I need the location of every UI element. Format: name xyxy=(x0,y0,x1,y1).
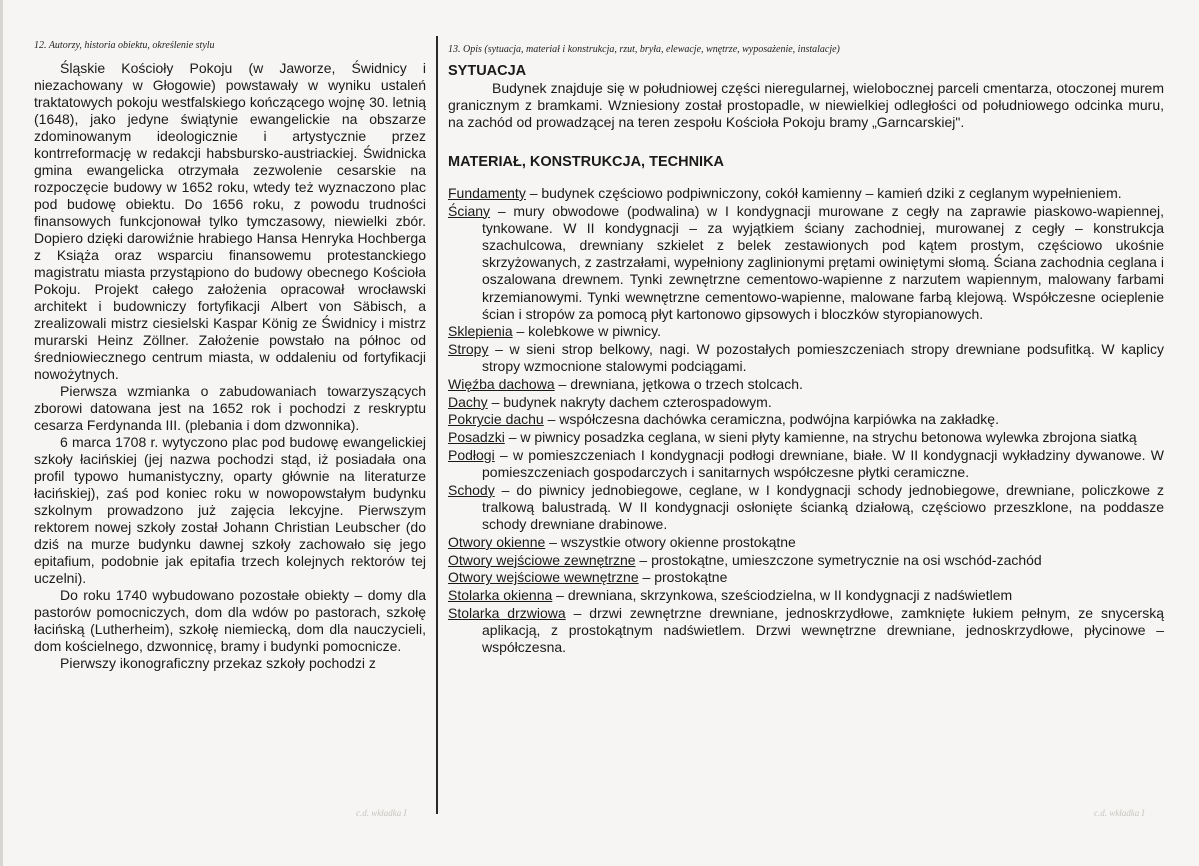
entry-text: – budynek nakryty dachem czterospadowym. xyxy=(487,393,772,410)
section-13-header: 13. Opis (sytuacja, materiał i konstrukcja, rzut, bryła, elewacje, wnętrze, wyposażenie, instalacje) xyxy=(448,44,840,55)
left-footer-note: c.d. wkładka I xyxy=(356,808,407,818)
entry-term: Otwory wejściowe wewnętrzne xyxy=(448,569,639,586)
entry-podlogi xyxy=(448,447,1164,481)
entry-stolarka-drzwiowa xyxy=(448,605,1164,657)
entry-posadzki xyxy=(448,429,1164,446)
entry-term: Stolarka drzwiowa xyxy=(448,604,566,621)
entry-term: Schody xyxy=(448,481,495,498)
entry-text: – prostokątne xyxy=(638,569,728,586)
entry-term: Dachy xyxy=(448,393,488,410)
section-12-header: 12. Autorzy, historia obiektu, określenie stylu xyxy=(34,40,215,51)
entry-term: Otwory wejściowe zewnętrzne xyxy=(448,551,636,568)
entry-stropy xyxy=(448,341,1164,375)
history-paragraph-4: Do roku 1740 wybudowano pozostałe obiekty – domy dla pastorów pomocniczych, dom dla wdów po pastorach, szkołę łacińską (Lutherheim), szkołę niemiecką, dom dla nauczycieli, dom kościelnego, dzwonnicę, bramy i budynki pomocnicze. xyxy=(34,587,426,654)
entry-schody xyxy=(448,482,1164,534)
entry-term: Posadzki xyxy=(448,429,505,446)
entry-text: – współczesna dachówka ceramiczna, podwójna karpiówka na zakładkę. xyxy=(543,411,999,428)
material-heading: MATERIAŁ, KONSTRUKCJA, TECHNIKA xyxy=(448,153,725,170)
entry-text: – w piwnicy posadzka ceglana, w sieni płyty kamienne, na strychu betonowa wylewka zbrojona siatką xyxy=(504,429,1137,446)
entry-term: Stolarka okienna xyxy=(448,586,553,603)
entry-term: Pokrycie dachu xyxy=(448,411,544,428)
entry-term: Sklepienia xyxy=(448,323,513,340)
column-divider xyxy=(436,36,438,814)
entry-text: – drewniana, skrzynkowa, sześciodzielna, w II kondygnacji z nadświetlem xyxy=(552,586,1013,603)
entry-otwory-wejsciowe-zewnetrzne xyxy=(448,552,1164,569)
entry-stolarka-okienna xyxy=(448,587,1164,604)
entry-sklepienia xyxy=(448,323,1164,340)
entry-term: Podłogi xyxy=(448,446,495,463)
history-paragraph-2: Pierwsza wzmianka o zabudowaniach towarzyszących zborowi datowana jest na 1652 rok i pochodzi z reskryptu cesarza Ferdynanda III. (plebania i dom dzwonnika). xyxy=(34,383,426,433)
history-paragraph-3: 6 marca 1708 r. wytyczono plac pod budowę ewangelickiej szkoły łacińskiej (jej nazwa pochodzi stąd, iż posiadała ona profil typowo humanistyczny, oparty głównie na literaturze łacińskiej), zaś pod koniec roku w nowopowstałym budynku szkolnym prowadzono już zajęcia lekcyjne. Pierwszym rektorem nowej szkoły został Johann Christian Leubscher (do dziś na murze budynku dawnej szkoły zachowało się jego epitafium, podobnie jak epitafia trzech kolejnych rektorów tej uczelni). xyxy=(34,434,426,586)
entry-otwory-okienne xyxy=(448,534,1164,551)
entry-pokrycie-dachu xyxy=(448,411,1164,428)
entry-term: Ściany xyxy=(448,202,491,219)
situation-heading: SYTUACJA xyxy=(448,63,527,79)
left-column xyxy=(34,40,426,672)
scan-edge xyxy=(0,0,3,866)
entry-text: – wszystkie otwory okienne prostokątne xyxy=(545,533,796,550)
entry-text: – w sieni strop belkowy, nagi. W pozostałych pomieszczeniach stropy drewniane podsufitką. W kaplicy stropy wzmocnione stalowymi podciągami. xyxy=(482,341,1164,375)
situation-text: Budynek znajduje się w południowej części nieregularnej, wielobocznej parceli cmentarza, otoczonej murem granicznym z bramkami. Wzniesiony został prostopadle, w niewielkiej odległości od południowego odcinka muru, na zachód od prowadzącej na teren zespołu Kościoła Pokoju bramy „Garncarskiej". xyxy=(448,80,1164,131)
entry-wiezba-dachowa xyxy=(448,376,1164,393)
history-paragraph-5: Pierwszy ikonograficzny przekaz szkoły pochodzi z xyxy=(60,655,376,671)
entry-sciany xyxy=(448,203,1164,323)
entry-text: – budynek częściowo podpiwniczony, cokół kamienny – kamień dziki z ceglanym wypełnieniem. xyxy=(525,184,1122,201)
right-column xyxy=(448,44,1164,657)
right-footer-note: c.d. wkładka I xyxy=(1094,808,1145,818)
entry-fundamenty xyxy=(448,185,1164,202)
entry-term: Stropy xyxy=(448,341,489,358)
entry-text: – do piwnicy jednobiegowe, ceglane, w I kondygnacji schody jednobiegowe, drewniane, policzkowe z tralkową balustradą. W II kondygnacji osłonięte ścianką działową, częściowo przeszklone, na poddasze schody drewniane drabinowe. xyxy=(482,481,1164,533)
entry-text: – mury obwodowe (podwalina) w I kondygnacji murowane z cegły na zaprawie piaskowo-wapiennej, tynkowane. W II kondygnacji – za wyjątkiem ściany zachodniej, murowanej z cegły – konstrukcja szachulcowa, drewniany szkielet z belek zestawionych pod kątem prostym, częściowo ukośnie skrzyżowanych, z zastrzałami, wypełniony zaglinionymi prętami owiniętymi słomą. Ściana zachodnia ceglana i oszalowana drewnem. Tynki zewnętrzne cementowo-wapienne z narzutem wapiennym, malowany farbami krzemianowymi. Tynki wewnętrzne cementowo-wapienne, malowane farbą klejową. Współczesne ocieplenie ścian i stropów za pomocą płyt kartonowo gipsowych i bloczków styropianowych. xyxy=(482,202,1164,322)
entry-dachy xyxy=(448,394,1164,411)
entry-term: Fundamenty xyxy=(448,184,526,201)
entry-text: – drewniana, jętkowa o trzech stolcach. xyxy=(554,376,803,393)
entry-text: – w pomieszczeniach I kondygnacji podłogi drewniane, białe. W II kondygnacji wykładziny dywanowe. W pomieszczeniach gospodarczych i sanitarnych współczesne płytki ceramiczne. xyxy=(482,446,1164,481)
entry-term: Otwory okienne xyxy=(448,533,546,550)
history-paragraph-1: Śląskie Kościoły Pokoju (w Jaworze, Świdnicy i niezachowany w Głogowie) powstawały w wyniku ustaleń traktatowych pokoju westfalskiego kończącego wojnę 30. letnią (1648), jako jedyne świątynie ewangelickie na obszarze zdominowanym ideologicznie i artystycznie przez kontrreformację w redakcji habsbursko-austriackiej. Świdnicka gmina ewangelicka otrzymała zezwolenie cesarskie na rozpoczęcie budowy w 1652 roku, wtedy też wyznaczono plac pod budowę obiektu. Do 1656 roku, z powodu trudności finansowych funkcjonował tylko tymczasowy, niewielki zbór. Dopiero dzięki darowiźnie hrabiego Hansa Henryka Hochberga z Książa oraz wsparciu finansowemu protestanckiego magistratu miasta przystąpiono do budowy obecnego Kościoła Pokoju. Projekt całego założenia opracował wrocławski architekt i budowniczy fortyfikacji Albert von Säbisch, a zrealizowali mistrz ciesielski Kaspar König ze Świdnicy i mistrz murarski Heinz Zöllner. Założenie powstało na północ od średniowiecznego centrum miasta, w oddaleniu od fortyfikacji nowożytnych. xyxy=(34,60,426,382)
entry-text: – kolebkowe w piwnicy. xyxy=(512,323,661,340)
entry-otwory-wejsciowe-wewnetrzne xyxy=(448,569,1164,586)
material-entries xyxy=(448,185,1164,656)
entry-text: – drzwi zewnętrzne drewniane, jednoskrzydłowe, zamknięte łukiem pełnym, ze snycerską aplikacją, z prostokątnym nadświetlem. Drzwi wewnętrzne drewniane, jednoskrzydłowe, płycinowe – współczesna. xyxy=(482,604,1164,656)
entry-text: – prostokątne, umieszczone symetrycznie na osi wschód-zachód xyxy=(635,551,1042,568)
entry-term: Więźba dachowa xyxy=(448,376,555,393)
